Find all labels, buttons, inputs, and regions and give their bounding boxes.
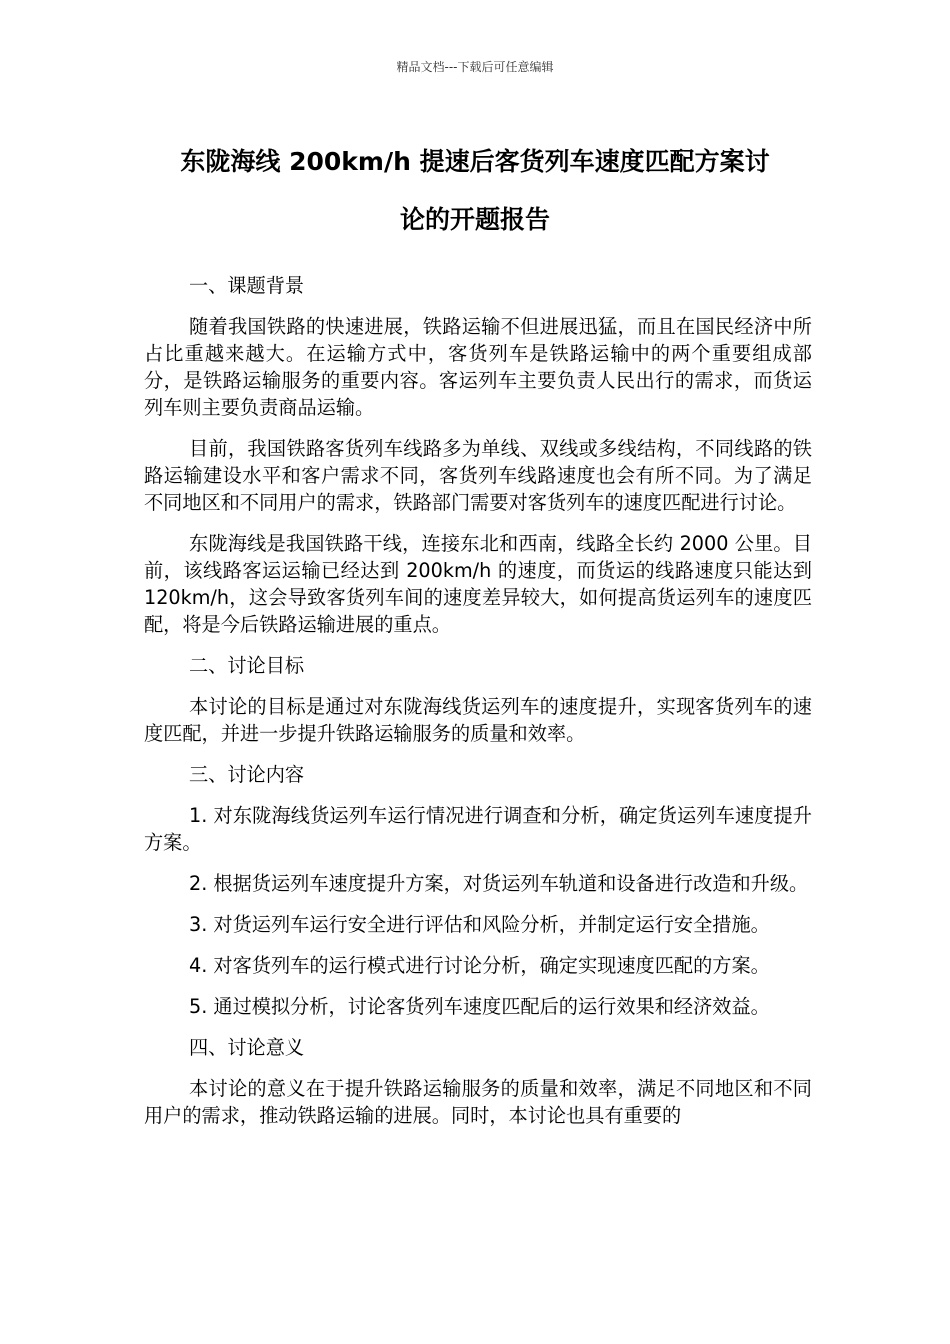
title-line-2: 论的开题报告 bbox=[399, 205, 550, 234]
title-line-1: 东陇海线 200km/h 提速后客货列车速度匹配方案讨 bbox=[180, 147, 770, 176]
section-heading-significance: 四、讨论意义 bbox=[189, 1036, 305, 1059]
paragraph: 本讨论的目标是通过对东陇海线货运列车的速度提升，实现客货列车的速度匹配，并进一步提升铁路运输服务的质量和效率。 bbox=[144, 695, 812, 745]
section-heading-goal: 二、讨论目标 bbox=[189, 654, 305, 677]
header-note: 精品文档---下载后可任意编辑 bbox=[396, 60, 554, 74]
content-item-5: 5. 通过模拟分析，讨论客货列车速度匹配后的运行效果和经济效益。 bbox=[189, 995, 770, 1018]
paragraph: 东陇海线是我国铁路干线，连接东北和西南，线路全长约 2000 公里。目前，该线路客运运输已经达到 200km/h 的速度，而货运的线路速度只能达到 120km/h，这会导致客货列车间的速度差异较大，如何提高货运列车的速度匹配，将是今后铁路运输进展的重点。 bbox=[144, 532, 812, 636]
content-item-1: 1. 对东陇海线货运列车运行情况进行调查和分析，确定货运列车速度提升方案。 bbox=[144, 804, 812, 854]
section-heading-content: 三、讨论内容 bbox=[189, 763, 305, 786]
document-body bbox=[144, 272, 812, 1143]
paragraph: 随着我国铁路的快速进展，铁路运输不但进展迅猛，而且在国民经济中所占比重越来越大。在运输方式中，客货列车是铁路运输中的两个重要组成部分，是铁路运输服务的重要内容。客运列车主要负责人民出行的需求，而货运列车则主要负责商品运输。 bbox=[144, 315, 812, 419]
content-item-2: 2. 根据货运列车速度提升方案，对货运列车轨道和设备进行改造和升级。 bbox=[189, 872, 809, 895]
section-heading-background: 一、课题背景 bbox=[189, 274, 305, 297]
paragraph: 本讨论的意义在于提升铁路运输服务的质量和效率，满足不同地区和不同用户的需求，推动铁路运输的进展。同时，本讨论也具有重要的 bbox=[144, 1077, 812, 1127]
paragraph: 目前，我国铁路客货列车线路多为单线、双线或多线结构，不同线路的铁路运输建设水平和客户需求不同，客货列车线路速度也会有所不同。为了满足不同地区和不同用户的需求，铁路部门需要对客货列车的速度匹配进行讨论。 bbox=[144, 437, 812, 514]
content-item-3: 3. 对货运列车运行安全进行评估和风险分析，并制定运行安全措施。 bbox=[189, 913, 770, 936]
content-item-4: 4. 对客货列车的运行模式进行讨论分析，确定实现速度匹配的方案。 bbox=[189, 954, 770, 977]
document-title bbox=[150, 133, 800, 249]
